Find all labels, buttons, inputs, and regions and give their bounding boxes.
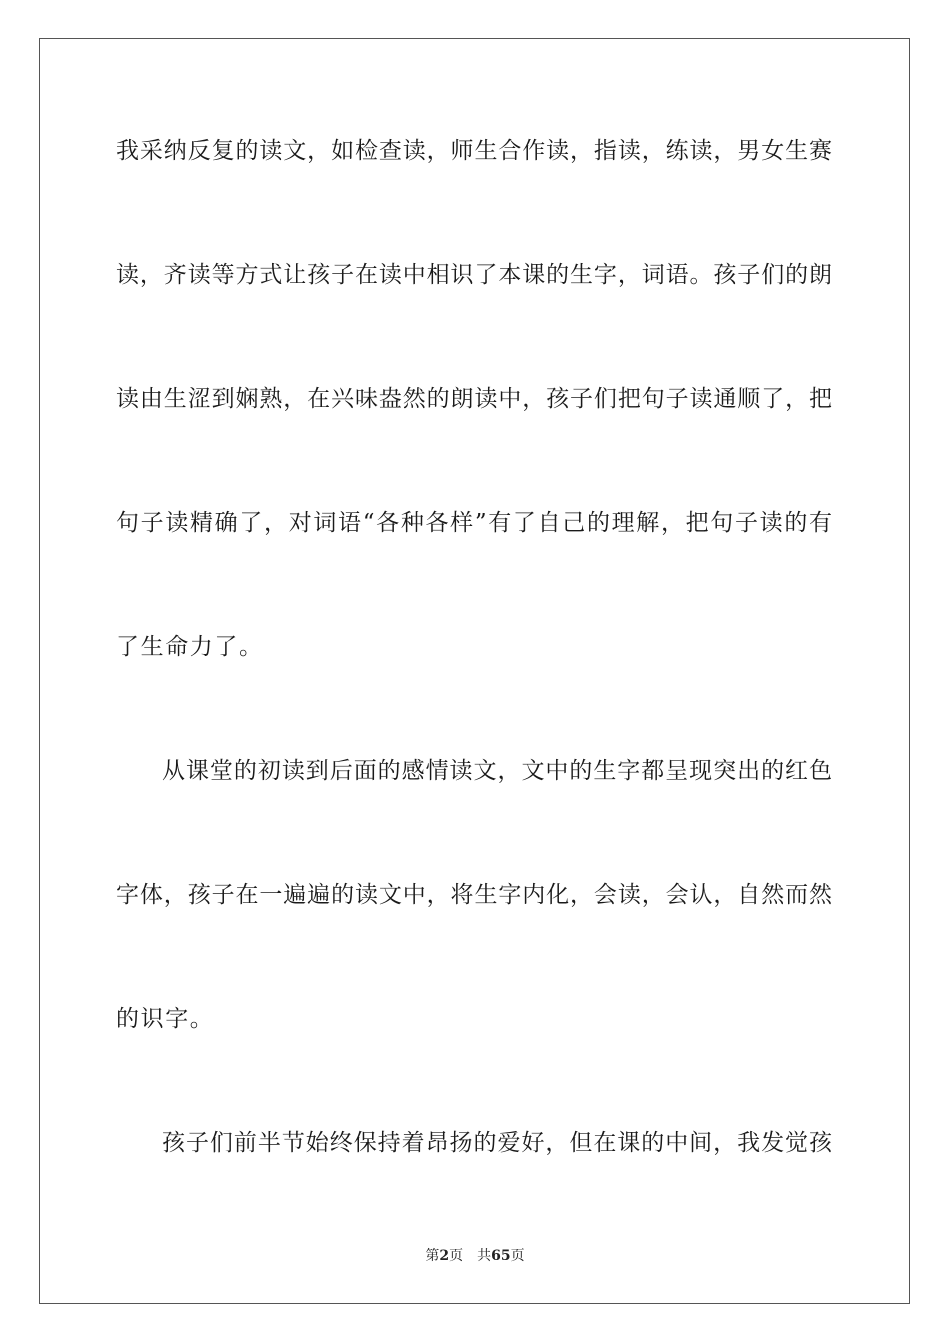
- text-line: 读由生涩到娴熟，在兴味盎然的朗读中，孩子们把句子读通顺了，把: [116, 386, 832, 412]
- page-label-suffix: 页: [449, 1248, 464, 1264]
- text-line: 字体，孩子在一遍遍的读文中，将生字内化，会读，会认，自然而然: [116, 882, 832, 908]
- page-footer: [0, 1247, 950, 1265]
- text-line: 的识字。: [116, 1006, 215, 1032]
- total-pages: 65: [491, 1248, 511, 1264]
- text-line: 句子读精确了，对词语“各种各样”有了自己的理解，把句子读的有: [116, 510, 832, 536]
- page-label-prefix: 第: [425, 1248, 440, 1264]
- paragraph-start-line: 从课堂的初读到后面的感情读文，文中的生字都呈现突出的红色: [162, 758, 832, 784]
- text-line: 我采纳反复的读文，如检查读，师生合作读，指读，练读，男女生赛: [116, 138, 832, 164]
- text-line: 读，齐读等方式让孩子在读中相识了本课的生字，词语。孩子们的朗: [116, 262, 832, 288]
- text-line: 了生命力了。: [116, 634, 264, 660]
- page-number: 2: [439, 1248, 450, 1264]
- total-label-suffix: 页: [510, 1248, 525, 1264]
- total-label-prefix: 共: [477, 1248, 492, 1264]
- paragraph-start-line: 孩子们前半节始终保持着昂扬的爱好，但在课的中间，我发觉孩: [162, 1130, 832, 1156]
- page-border: [39, 38, 910, 1304]
